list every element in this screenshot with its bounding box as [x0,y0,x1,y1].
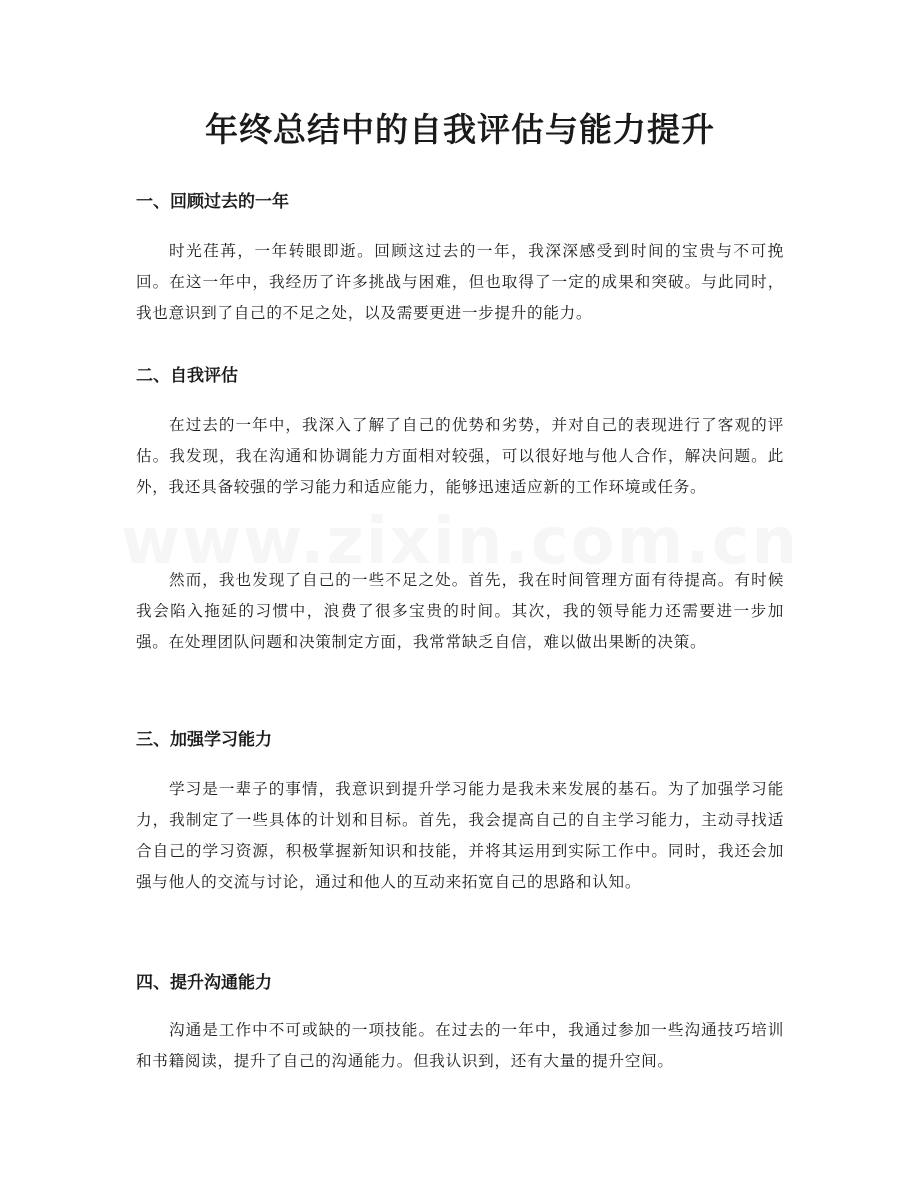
section-heading-2: 二、自我评估 [136,366,238,386]
section-3-paragraph-1: 学习是一辈子的事情，我意识到提升学习能力是我未来发展的基石。为了加强学习能力，我制定了一些具体的计划和目标。首先，我会提高自己的自主学习能力，主动寻找适合自己的学习资源，积极掌握新知识和技能，并将其运用到实际工作中。同时，我还会加强与他人的交流与讨论，通过和他人的互动来拓宽自己的思路和认知。 [136,780,784,891]
section-heading-3: 三、加强学习能力 [136,730,272,750]
section-heading-1: 一、回顾过去的一年 [136,192,289,212]
document-title: 年终总结中的自我评估与能力提升 [205,110,715,149]
section-4-paragraph-1: 沟通是工作中不可或缺的一项技能。在过去的一年中，我通过参加一些沟通技巧培训和书籍阅读，提升了自己的沟通能力。但我认识到，还有大量的提升空间。 [136,1021,784,1070]
section-2-paragraph-1: 在过去的一年中，我深入了解了自己的优势和劣势，并对自己的表现进行了客观的评估。我发现，我在沟通和协调能力方面相对较强，可以很好地与他人合作，解决问题。此外，我还具备较强的学习能力和适应能力，能够迅速适应新的工作环境或任务。 [136,416,784,496]
section-1-paragraph-1: 时光荏苒，一年转眼即逝。回顾这过去的一年，我深深感受到时间的宝贵与不可挽回。在这一年中，我经历了许多挑战与困难，但也取得了一定的成果和突破。与此同时，我也意识到了自己的不足之处，以及需要更进一步提升的能力。 [136,242,784,322]
section-heading-4: 四、提升沟通能力 [136,973,272,993]
section-2-paragraph-2: 然而，我也发现了自己的一些不足之处。首先，我在时间管理方面有待提高。有时候我会陷入拖延的习惯中，浪费了很多宝贵的时间。其次，我的领导能力还需要进一步加强。在处理团队问题和决策制定方面，我常常缺乏自信，难以做出果断的决策。 [136,571,784,651]
